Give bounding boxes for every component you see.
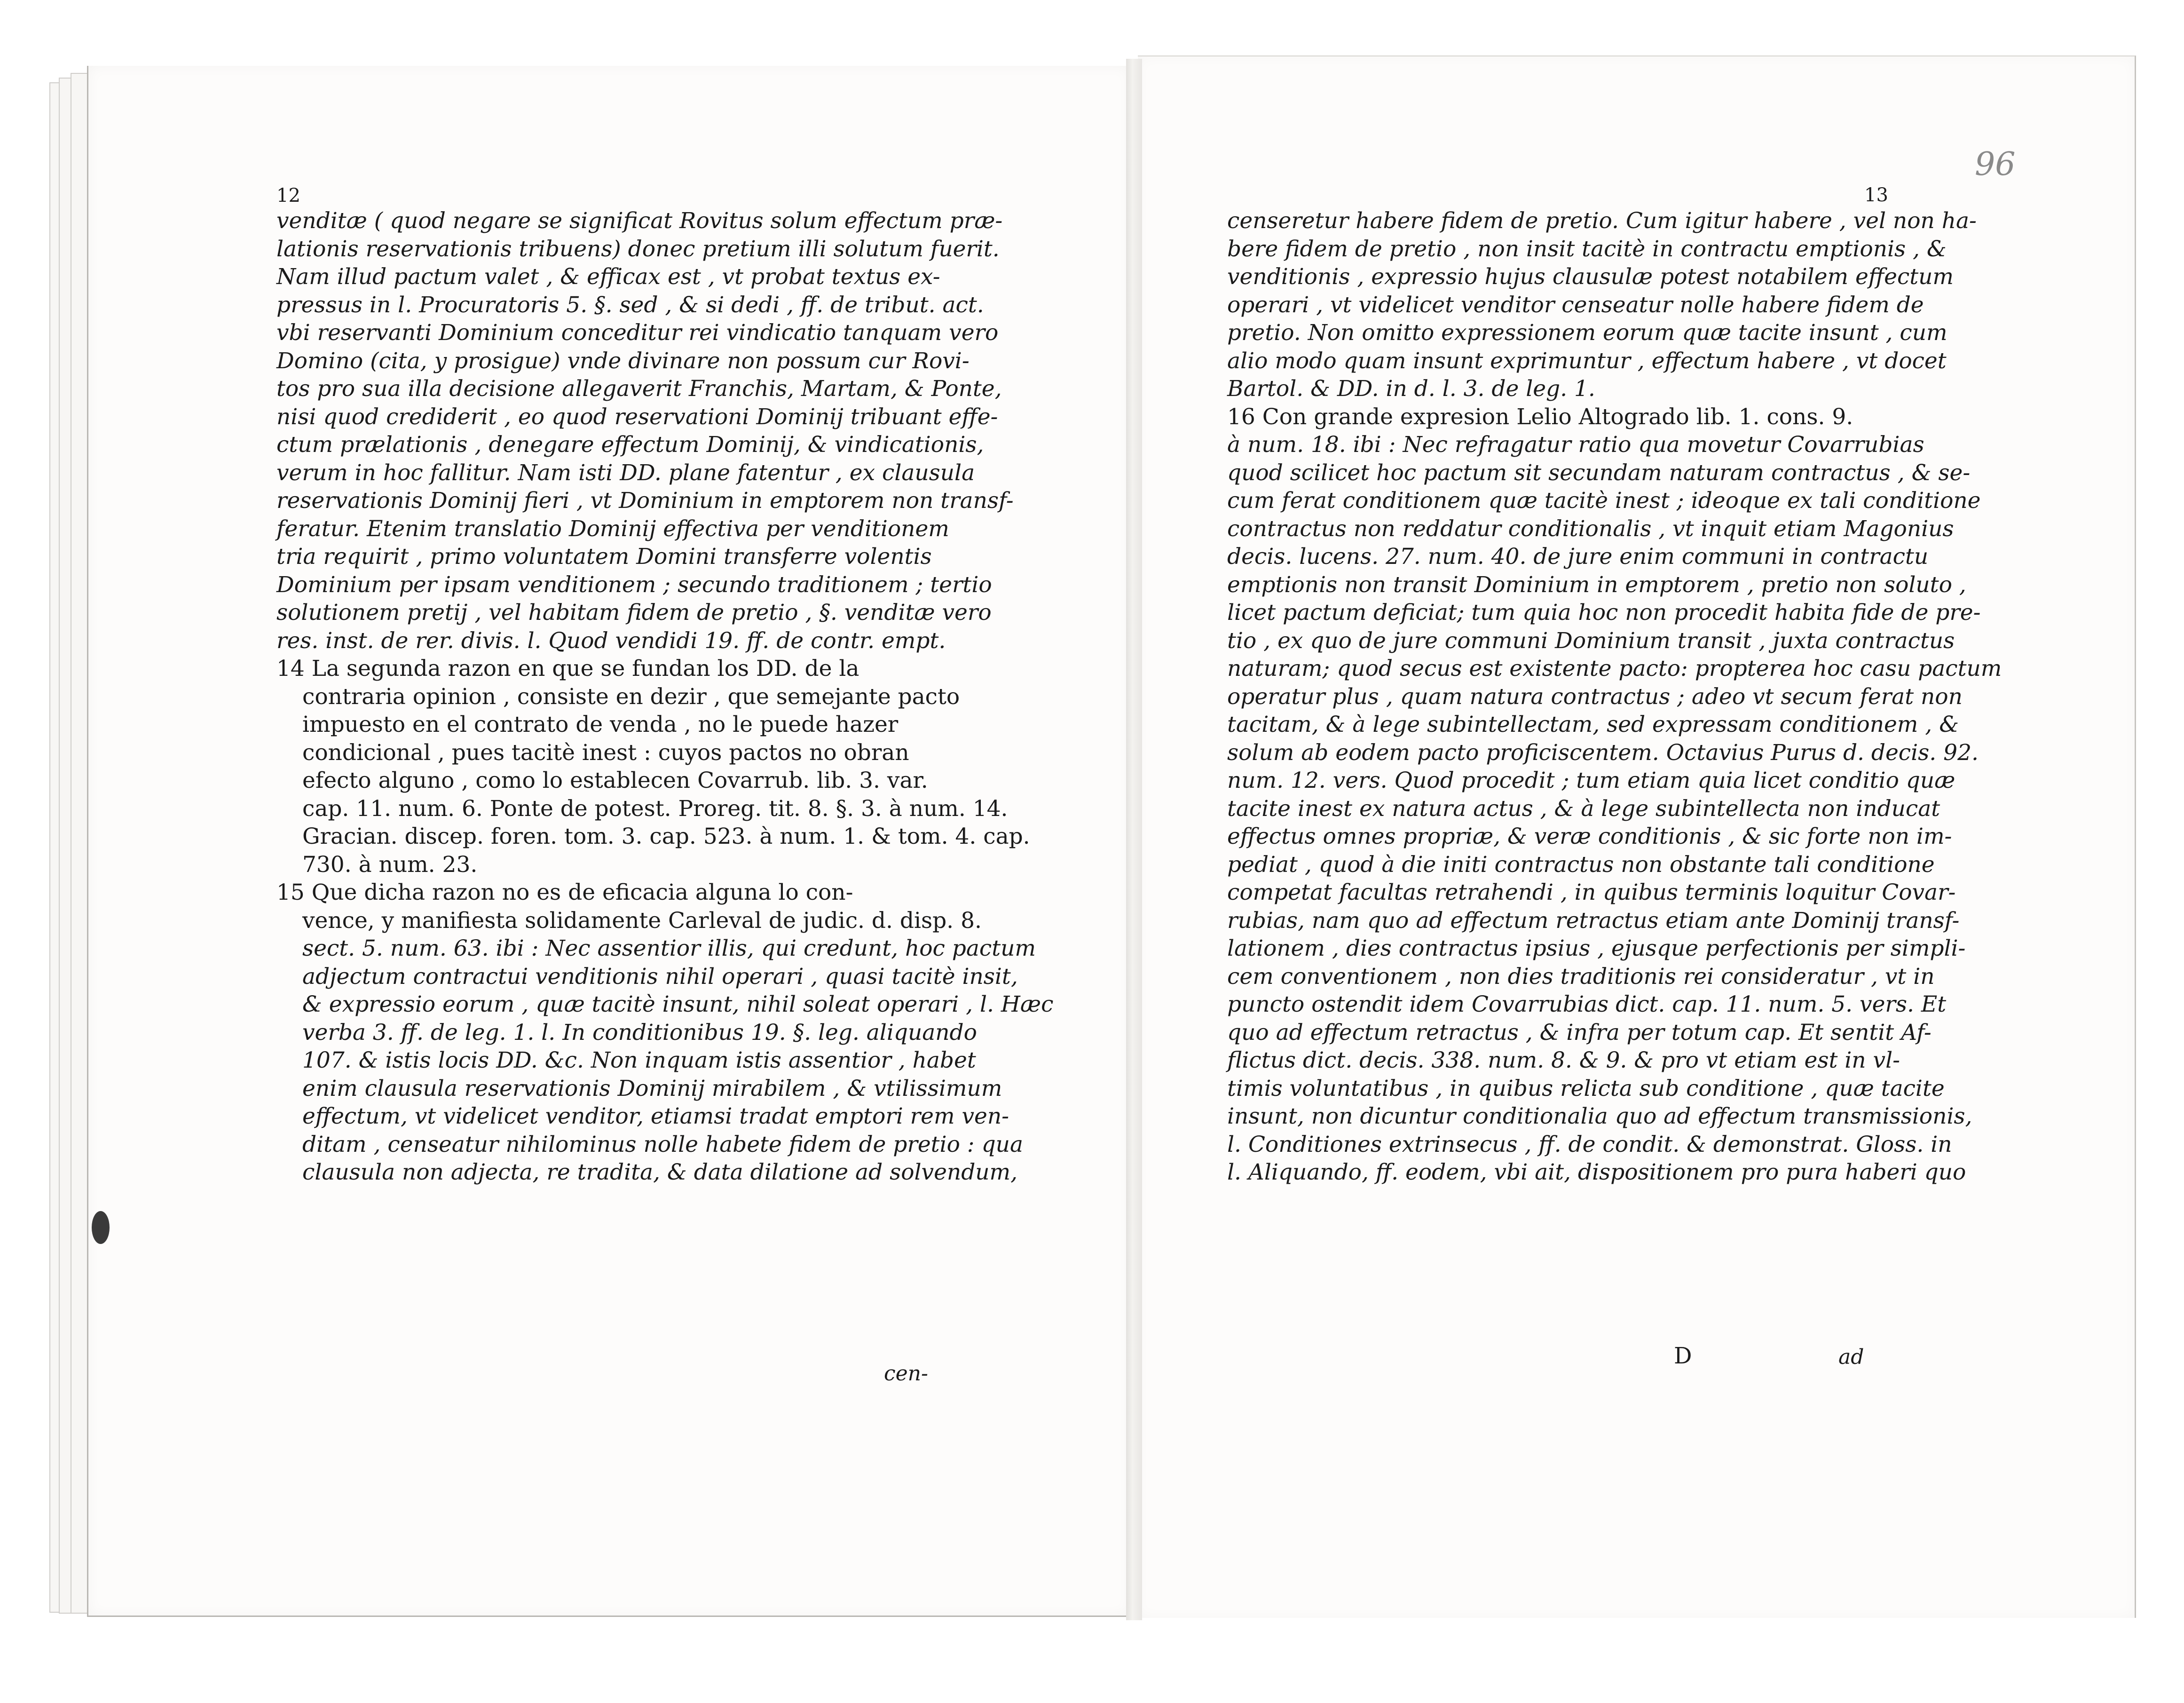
text-line: pediat , quod à die initi contractus non obstante tali conditione [1227,851,1935,878]
text-line: competat facultas retrahendi , in quibus terminis loquitur Covar- [1227,879,1956,905]
text-line: res. inst. de rer. divis. l. Quod vendidi 19. ff. de contr. empt. [276,627,946,654]
text-line: contraria opinion , consiste en dezir , que semejante pacto [302,683,960,710]
text-line: bere fidem de pretio , non insit tacitè in contractu emptionis , & [1227,236,1947,262]
text-line: quod scilicet hoc pactum sit secundam naturam contractus , & se- [1227,459,1971,486]
text-line: ctum prælationis , denegare effectum Dominij, & vindicationis, [276,432,984,458]
left-page-text [276,207,1054,1187]
text-line: tria requirit , primo voluntatem Domini transferre volentis [276,544,932,570]
text-line: adjectum contractui venditionis nihil operari , quasi tacitè insit, [302,963,1018,990]
text-line: naturam; quod secus est existente pacto: propterea hoc casu pactum [1227,656,2002,681]
text-line: tio , ex quo de jure communi Dominium transit , juxta contractus [1227,627,1955,654]
text-line: tos pro sua illa decisione allegaverit Franchis, Martam, & Ponte, [276,376,1002,402]
text-line: feratur. Etenim translatio Dominij effectiva per venditionem [276,515,949,542]
text-line: operari , vt videlicet venditor censeatur nolle habere fidem de [1227,292,1924,318]
text-line: sect. 5. num. 63. ibi : Nec assentior illis, qui credunt, hoc pactum [302,935,1036,961]
text-line: Nam illud pactum valet , & efficax est , vt probat textus ex- [276,264,940,290]
text-line: cap. 11. num. 6. Ponte de potest. Proreg. tit. 8. §. 3. à num. 14. [302,795,1008,822]
text-line: Bartol. & DD. in d. l. 3. de leg. 1. [1227,376,1595,402]
text-line: effectum, vt videlicet venditor, etiamsi tradat emptori rem ven- [302,1103,1009,1129]
text-line: quo ad effectum retractus , & infra per totum cap. Et sentit Af- [1227,1019,1932,1046]
text-line: & expressio eorum , quæ tacitè insunt, nihil soleat operari , l. Hæc [302,991,1054,1017]
text-line: vence, y manifiesta solidamente Carleval de judic. d. disp. 8. [302,907,982,934]
text-line: flictus dict. decis. 338. num. 8. & 9. & pro vt etiam est in vl- [1227,1047,1900,1073]
text-line: emptionis non transit Dominium in emptorem , pretio non soluto , [1227,571,1966,598]
text-line: l. Conditiones extrinsecus , ff. de condit. & demonstrat. Gloss. in [1227,1131,1952,1157]
book-gutter [1126,59,1142,1620]
text-line: solum ab eodem pacto proficiscentem. Octavius Purus d. decis. 92. [1227,739,1979,766]
text-line: enim clausula reservationis Dominij mirabilem , & vtilissimum [302,1075,1002,1101]
text-line: decis. lucens. 27. num. 40. de jure enim communi in contractu [1227,544,1929,570]
text-line: operatur plus , quam natura contractus ; adeo vt secum ferat non [1227,683,1963,710]
text-line: effectus omnes propriæ, & veræ conditionis , & sic forte non im- [1227,824,1952,849]
text-line: efecto alguno , como lo establecen Covarrub. lib. 3. var. [302,768,928,793]
text-line: 107. & istis locis DD. &c. Non inquam istis assentior , habet [302,1047,976,1073]
text-line: verum in hoc fallitur. Nam isti DD. plane fatentur , ex clausula [276,459,975,486]
text-line: pretio. Non omitto expressionem eorum quæ tacite insunt , cum [1227,320,1947,346]
right-page-number: 13 [1864,184,1888,206]
left-page-number: 12 [276,185,300,206]
signature-mark: D [1674,1343,1692,1369]
text-line: cem conventionem , non dies traditionis rei consideratur , vt in [1227,963,1935,990]
text-line: insunt, non dicuntur conditionalia quo ad effectum transmissionis, [1227,1103,1972,1129]
text-line: cum ferat conditionem quæ tacitè inest ; ideoque ex tali conditione [1227,488,1981,514]
text-line: alio modo quam insunt exprimuntur , effectum habere , vt docet [1227,348,1947,374]
text-line: 730. à num. 23. [302,851,478,878]
text-line: à num. 18. ibi : Nec refragatur ratio qua movetur Covarrubias [1227,432,1924,458]
text-line: clausula non adjecta, re tradita, & data dilatione ad solvendum, [302,1159,1018,1185]
text-line: tacitam, & à lege subintellectam, sed expressam conditionem , & [1227,712,1959,737]
text-line: contractus non reddatur conditionalis , vt inquit etiam Magonius [1227,515,1954,542]
text-line: reservationis Dominij fieri , vt Dominium in emptorem non transf- [276,488,1014,514]
text-line: lationis reservationis tribuens) donec pretium illi solutum fuerit. [276,236,1000,262]
text-line: timis voluntatibus , in quibus relicta sub conditione , quæ tacite [1227,1075,1945,1101]
text-line: 15 Que dicha razon no es de eficacia alguna lo con- [276,879,853,905]
text-line: licet pactum deficiat; tum quia hoc non procedit habita fide de pre- [1227,600,1981,626]
text-line: Gracian. discep. foren. tom. 3. cap. 523. à num. 1. & tom. 4. cap. [302,824,1030,849]
right-catchword: ad [1838,1345,1864,1369]
text-line: venditæ ( quod negare se significat Rovitus solum effectum præ- [276,208,1003,234]
text-line: num. 12. vers. Quod procedit ; tum etiam quia licet conditio quæ [1227,768,1955,793]
text-line: impuesto en el contrato de venda , no le puede hazer [302,712,899,737]
text-line: verba 3. ff. de leg. 1. l. In conditionibus 19. §. leg. aliquando [302,1019,977,1046]
ink-spot [92,1211,110,1244]
left-catchword: cen- [884,1362,928,1386]
text-line: pressus in l. Procuratoris 5. §. sed , & si dedi , ff. de tribut. act. [276,292,984,318]
right-page-text [1227,207,2002,1187]
text-line: puncto ostendit idem Covarrubias dict. cap. 11. num. 5. vers. Et [1227,991,1947,1017]
text-line: vbi reservanti Dominium conceditur rei vindicatio tanquam vero [276,320,999,346]
text-line: venditionis , expressio hujus clausulæ potest notabilem effectum [1227,264,1954,290]
text-line: solutionem pretij , vel habitam fidem de pretio , §. venditæ vero [276,600,992,626]
text-line: 14 La segunda razon en que se fundan los DD. de la [276,656,859,681]
text-line: Domino (cita, y prosigue) vnde divinare non possum cur Rovi- [276,348,970,374]
text-line: l. Aliquando, ff. eodem, vbi ait, dispositionem pro pura haberi quo [1227,1159,1966,1185]
text-line: lationem , dies contractus ipsius , ejusque perfectionis per simpli- [1227,935,1966,961]
text-line: nisi quod crediderit , eo quod reservationi Dominij tribuant effe- [276,404,998,430]
text-line: Dominium per ipsam venditionem ; secundo traditionem ; tertio [276,571,992,598]
text-line: censeretur habere fidem de pretio. Cum igitur habere , vel non ha- [1227,208,1977,234]
text-line: 16 Con grande expresion Lelio Altogrado lib. 1. cons. 9. [1227,404,1853,430]
text-line: tacite inest ex natura actus , & à lege subintellecta non inducat [1227,795,1940,822]
text-line: rubias, nam quo ad effectum retractus etiam ante Dominij transf- [1227,907,1960,934]
text-line: ditam , censeatur nihilominus nolle habete fidem de pretio : qua [302,1131,1023,1157]
handwritten-folio-number: 96 [1975,146,2016,183]
text-line: condicional , pues tacitè inest : cuyos pactos no obran [302,739,909,766]
